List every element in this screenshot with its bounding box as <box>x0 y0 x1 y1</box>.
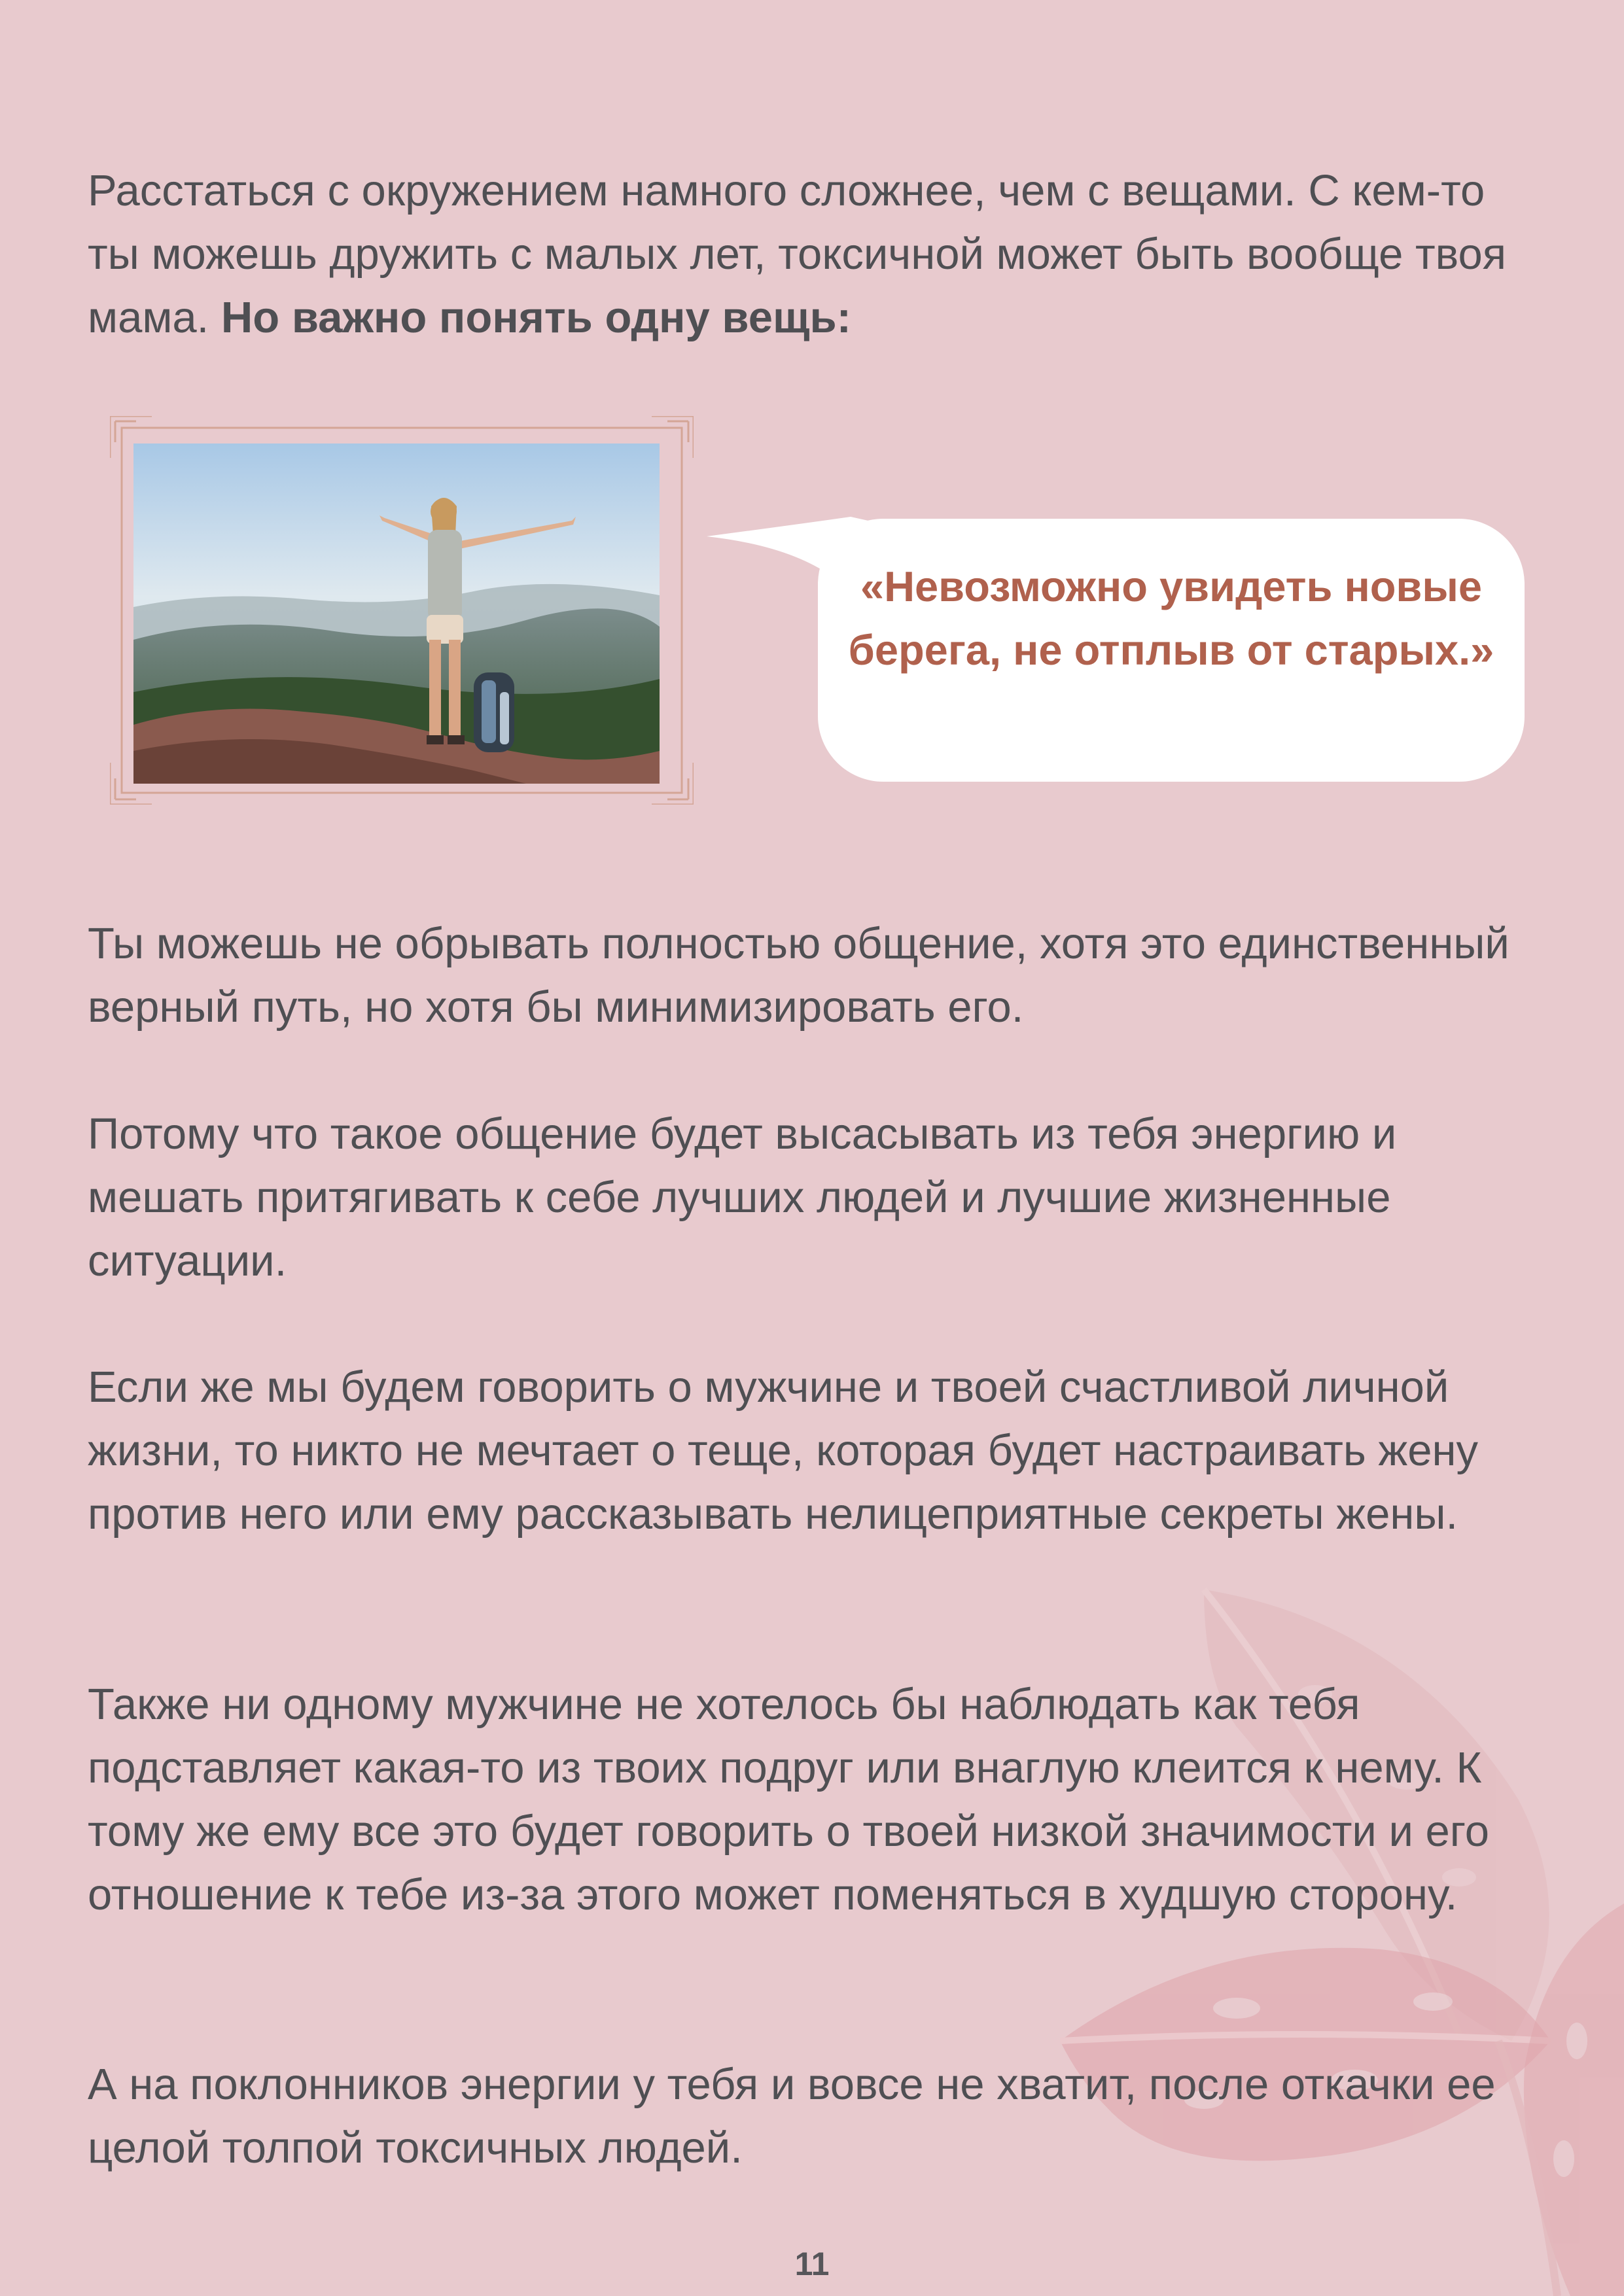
paragraph-1: Ты можешь не обрывать полностью общение, хотя это единственный верный путь, но хотя бы минимизировать его. <box>88 919 1509 1032</box>
intro-paragraph <box>88 159 1547 349</box>
page-number: 11 <box>794 2246 830 2282</box>
intro-bold-text: Но важно понять одну вещь: <box>221 293 851 342</box>
paragraph-3: Если же мы будем говорить о мужчине и твоей счастливой личной жизни, то никто не мечтает о теще, которая будет настраивать жену против него или ему рассказывать нелицеприятные секреты жены. <box>88 1363 1478 1539</box>
paragraph-5: А на поклонников энергии у тебя и вовсе не хватит, после откачки ее целой толпой токсичных людей. <box>88 2060 1496 2172</box>
intro-text: Расстаться с окружением намного сложнее, чем с вещами. С кем-то ты можешь дружить с малых лет, токсичной может быть вообще твоя мама. <box>88 166 1507 342</box>
paragraph-4: Также ни одному мужчине не хотелось бы наблюдать как тебя подставляет какая-то из твоих подруг или внаглую клеится к нему. К тому же ему все это будет говорить о твоей низкой значимости и его отношение к тебе из-за этого может поменяться в худшую сторону. <box>88 1680 1490 1919</box>
quote-text: «Невозможно увидеть новые берега, не отплыв от старых.» <box>848 563 1494 674</box>
woman-on-mountain-top-photo <box>133 444 660 784</box>
paragraph-2: Потому что такое общение будет высасывать из тебя энергию и мешать притягивать к себе лучших людей и лучшие жизненные ситуации. <box>88 1109 1397 1285</box>
